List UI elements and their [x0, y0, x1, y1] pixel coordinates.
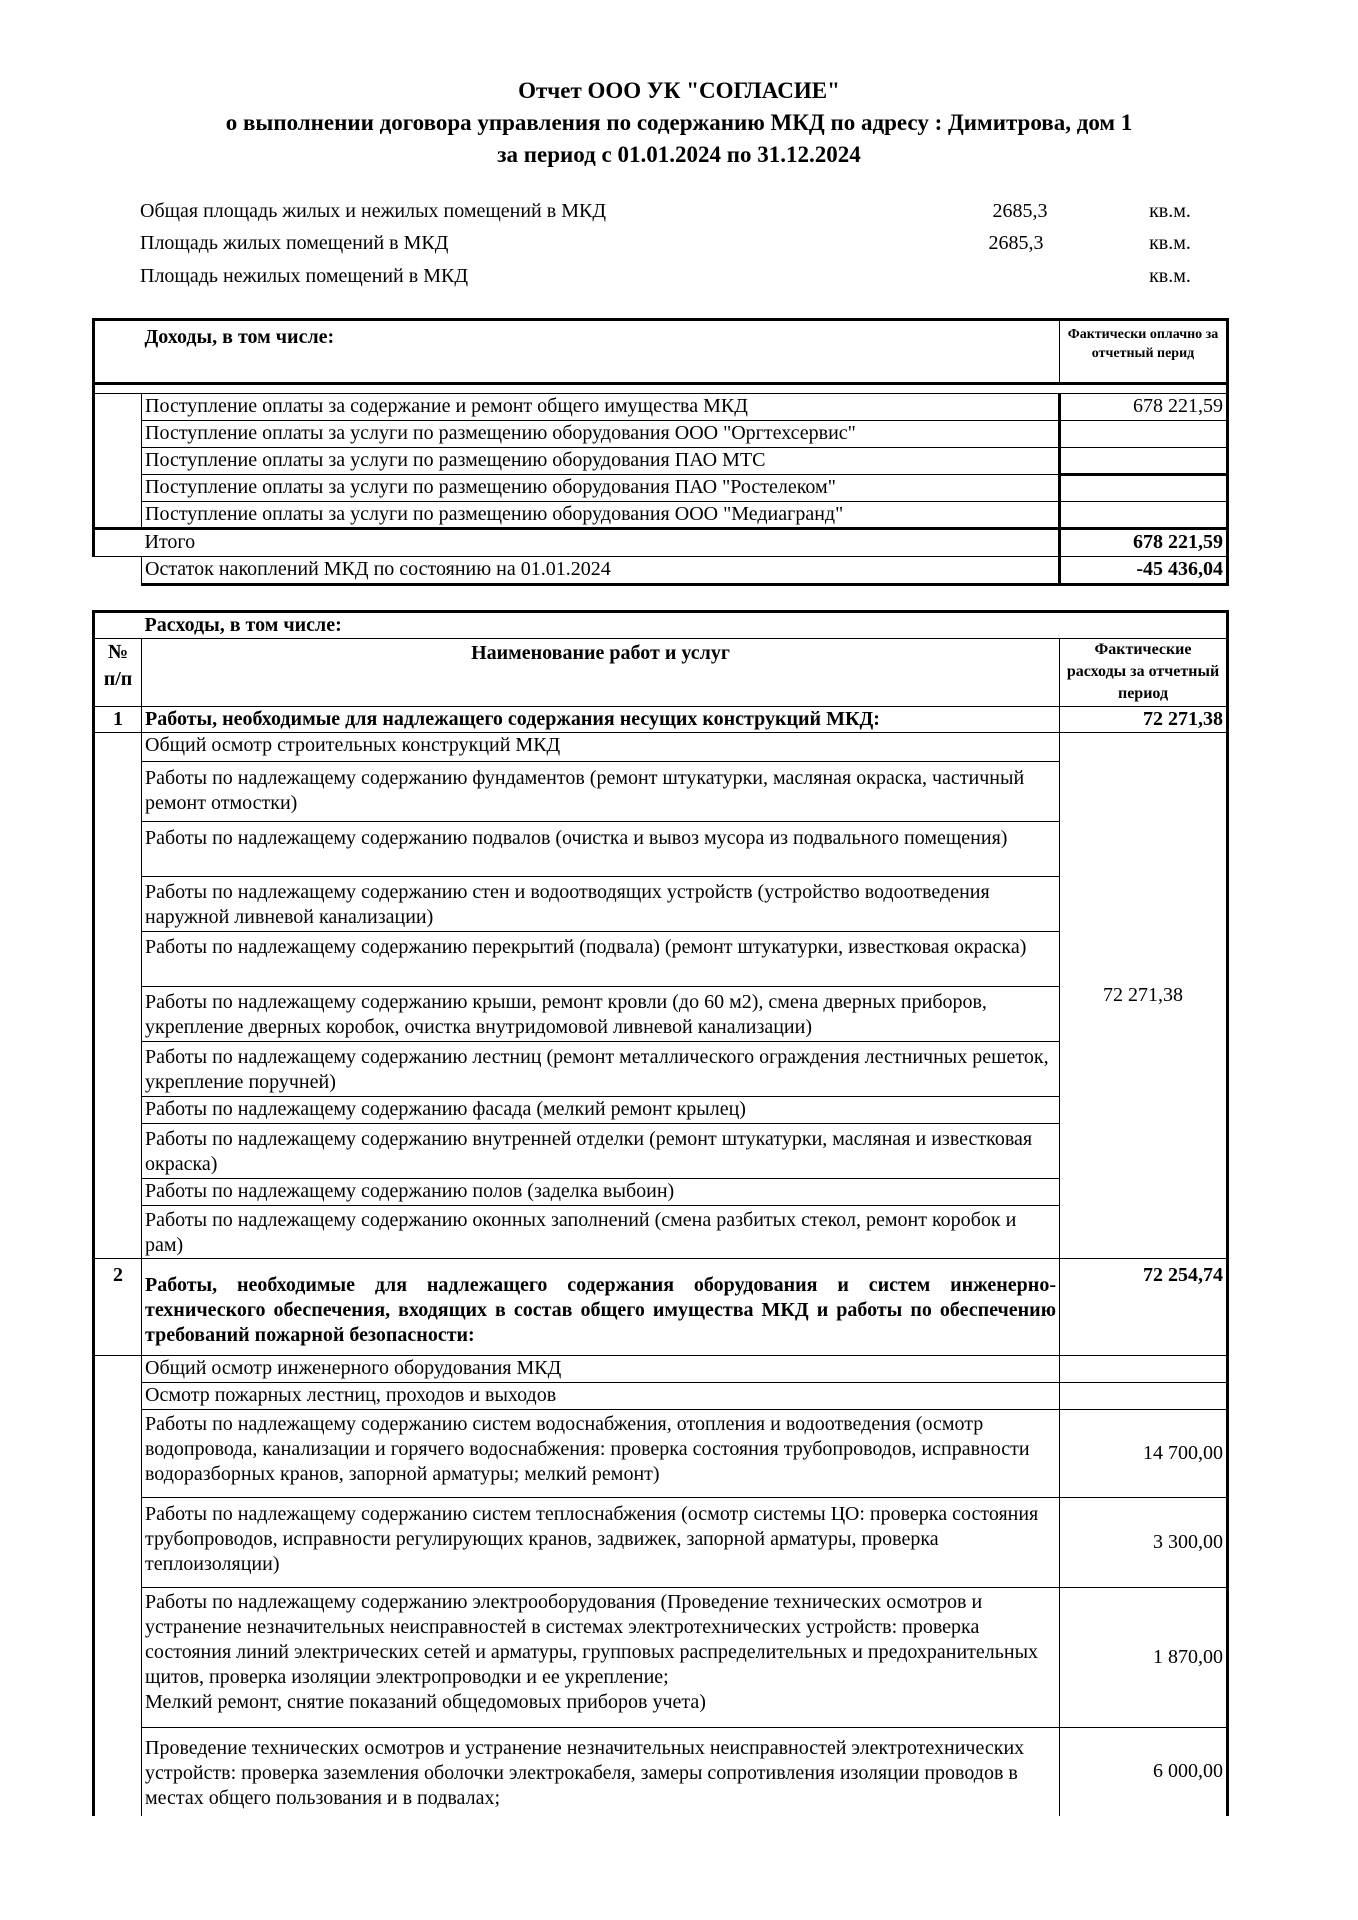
balance-row — [94, 557, 1228, 585]
balance-label: Остаток накоплений МКД по состоянию на 01.01.2024 — [142, 557, 1060, 585]
area-label: Площадь жилых помещений в МКД — [140, 232, 449, 254]
work-item-row — [94, 1179, 1228, 1206]
col-name-header: Наименование работ и услуг — [142, 639, 1060, 707]
income-row — [94, 421, 1228, 448]
work-item-row — [94, 762, 1228, 822]
work-item: Работы по надлежащему содержанию полов (заделка выбоин) — [142, 1179, 1060, 1206]
income-row-value — [1060, 475, 1228, 502]
income-row — [94, 475, 1228, 502]
income-row-name: Поступление оплаты за услуги по размещению оборудования ПАО МТС — [142, 448, 1060, 475]
work-item-value: 14 700,00 — [1060, 1410, 1228, 1498]
work-item-row — [94, 733, 1228, 762]
income-total-row — [94, 529, 1228, 557]
work-item-row — [94, 1097, 1228, 1124]
balance-value: -45 436,04 — [1060, 557, 1228, 585]
work-item: Работы по надлежащему содержанию систем теплоснабжения (осмотр системы ЦО: проверка состояния трубопроводов, исправности регулирующих кранов, задвижек, запорной арматуры, проверка теплоизоляции) — [142, 1498, 1060, 1588]
work-item: Работы по надлежащему содержанию систем водоснабжения, отопления и водоотведения (осмотр водопровода, канализации и горячего водоснабжения: проверка состояния трубопроводов, исправности водоразборных кранов, запорной арматуры; мелкий ремонт) — [142, 1410, 1060, 1498]
section-row-2 — [94, 1259, 1228, 1356]
work-item: Работы по надлежащему содержанию крыши, ремонт кровли (до 60 м2), смена дверных приборов, укрепление дверных коробок, очистка внутридомовой ливневой канализации) — [142, 987, 1060, 1042]
work-item-row — [94, 1728, 1228, 1816]
work-item-row — [94, 1356, 1228, 1383]
work-item: Работы по надлежащему содержанию лестниц (ремонт металлического ограждения лестничных решеток, укрепление поручней) — [142, 1042, 1060, 1097]
work-item-row — [94, 822, 1228, 877]
work-item-row — [94, 1042, 1228, 1097]
report-title: Отчет ООО УК "СОГЛАСИЕ" — [518, 78, 840, 103]
income-row — [94, 394, 1228, 421]
work-item-row — [94, 1410, 1228, 1498]
work-item: Работы по надлежащему содержанию внутренней отделки (ремонт штукатурки, масляная и известковая окраска) — [142, 1124, 1060, 1179]
section-row-1 — [94, 707, 1228, 733]
work-item: Общий осмотр инженерного оборудования МКД — [142, 1356, 1060, 1383]
work-item-value: 3 300,00 — [1060, 1498, 1228, 1588]
section1-merged-value: 72 271,38 — [1060, 733, 1228, 1259]
income-total-label: Итого — [142, 529, 1060, 557]
work-item — [142, 1588, 1060, 1728]
income-header-row — [94, 320, 1228, 384]
work-item-extra: Мелкий ремонт, снятие показаний общедомовых приборов учета) — [145, 1691, 706, 1713]
work-item-row — [94, 1498, 1228, 1588]
income-row-value — [1060, 421, 1228, 448]
income-row-value — [1060, 448, 1228, 475]
area-row — [140, 200, 1191, 230]
work-item-row — [94, 987, 1228, 1042]
work-item-text: Работы по надлежащему содержанию электрооборудования (Проведение технических осмотров и устранение незначительных неисправностей в системах электротехнических устройств: проверка состояния линий электрических сетей и арматуры, групповых распределительных и предохранительных щитов, проверка изоляции электропроводки и ее укрепление; — [145, 1591, 1039, 1688]
area-label: Общая площадь жилых и нежилых помещений в МКД — [140, 200, 606, 222]
work-item: Работы по надлежащему содержанию стен и водоотводящих устройств (устройство водоотведения наружной ливневой канализации) — [142, 877, 1060, 932]
area-unit: кв.м. — [1149, 265, 1191, 287]
work-item-value — [1060, 1356, 1228, 1383]
work-item-row — [94, 1124, 1228, 1179]
income-row-value: 678 221,59 — [1060, 394, 1228, 421]
work-item-row — [94, 877, 1228, 932]
work-item-row — [94, 932, 1228, 987]
income-row-name: Поступление оплаты за услуги по размещению оборудования ООО "Оргтехсервис" — [142, 421, 1060, 448]
income-table — [92, 318, 1229, 586]
area-value: 2685,3 — [992, 200, 1048, 222]
section-total: 72 254,74 — [1060, 1259, 1228, 1356]
expense-heading: Расходы, в том числе: — [142, 612, 1228, 639]
area-row — [140, 232, 1191, 262]
work-item: Работы по надлежащему содержанию подвалов (очистка и вывоз мусора из подвального помещения) — [142, 822, 1060, 877]
section-num: 1 — [94, 707, 142, 733]
work-item-row — [94, 1206, 1228, 1259]
area-row — [140, 265, 1191, 295]
work-item: Работы по надлежащему содержанию перекрытий (подвала) (ремонт штукатурки, известковая окраска) — [142, 932, 1060, 987]
area-value: 2685,3 — [988, 232, 1044, 254]
income-row — [94, 448, 1228, 475]
section-title: Работы, необходимые для надлежащего содержания оборудования и систем инженерно-технического обеспечения, входящих в состав общего имущества МКД и работы по обеспечению требований пожарной безопасности: — [142, 1259, 1060, 1356]
work-item: Проведение технических осмотров и устранение незначительных неисправностей электротехнических устройств: проверка заземления оболочки электрокабеля, замеры сопротивления изоляции проводов в местах общего пользования и в подвалах; — [142, 1728, 1060, 1816]
section-num: 2 — [94, 1259, 142, 1356]
income-row — [94, 502, 1228, 529]
section-title: Работы, необходимые для надлежащего содержания несущих конструкций МКД: — [142, 707, 1060, 733]
area-label: Площадь нежилых помещений в МКД — [140, 265, 468, 287]
income-heading: Доходы, в том числе: — [142, 320, 1060, 384]
col-num-header: № п/п — [94, 639, 142, 707]
work-item: Работы по надлежащему содержанию оконных заполнений (смена разбитых стекол, ремонт коробок и рам) — [142, 1206, 1060, 1259]
income-row-name: Поступление оплаты за услуги по размещению оборудования ООО "Медиагранд" — [142, 502, 1060, 529]
work-item: Осмотр пожарных лестниц, проходов и выходов — [142, 1383, 1060, 1410]
work-item: Работы по надлежащему содержанию фасада (мелкий ремонт крылец) — [142, 1097, 1060, 1124]
work-item: Работы по надлежащему содержанию фундаментов (ремонт штукатурки, масляная окраска, частичный ремонт отмостки) — [142, 762, 1060, 822]
expense-columns-row — [94, 639, 1228, 707]
income-row-name: Поступление оплаты за содержание и ремонт общего имущества МКД — [142, 394, 1060, 421]
report-subtitle: о выполнении договора управления по содержанию МКД по адресу : Димитрова, дом 1 — [225, 110, 1133, 135]
work-item-value: 1 870,00 — [1060, 1588, 1228, 1728]
work-item-value — [1060, 1383, 1228, 1410]
income-row-name: Поступление оплаты за услуги по размещению оборудования ПАО "Ростелеком" — [142, 475, 1060, 502]
section-total: 72 271,38 — [1060, 707, 1228, 733]
area-unit: кв.м. — [1149, 232, 1191, 254]
area-unit: кв.м. — [1149, 200, 1191, 222]
report-period: за период с 01.01.2024 по 31.12.2024 — [497, 142, 861, 167]
work-item: Общий осмотр строительных конструкций МКД — [142, 733, 1060, 762]
income-total-value: 678 221,59 — [1060, 529, 1228, 557]
income-row-value — [1060, 502, 1228, 529]
work-item-value: 6 000,00 — [1060, 1728, 1228, 1816]
income-col-header: Фактически оплачно за отчетный перид — [1060, 320, 1228, 384]
col-value-header: Фактические расходы за отчетный период — [1060, 639, 1228, 707]
expense-table — [92, 610, 1229, 1816]
expense-heading-row — [94, 612, 1228, 639]
work-item-row — [94, 1383, 1228, 1410]
work-item-row — [94, 1588, 1228, 1728]
